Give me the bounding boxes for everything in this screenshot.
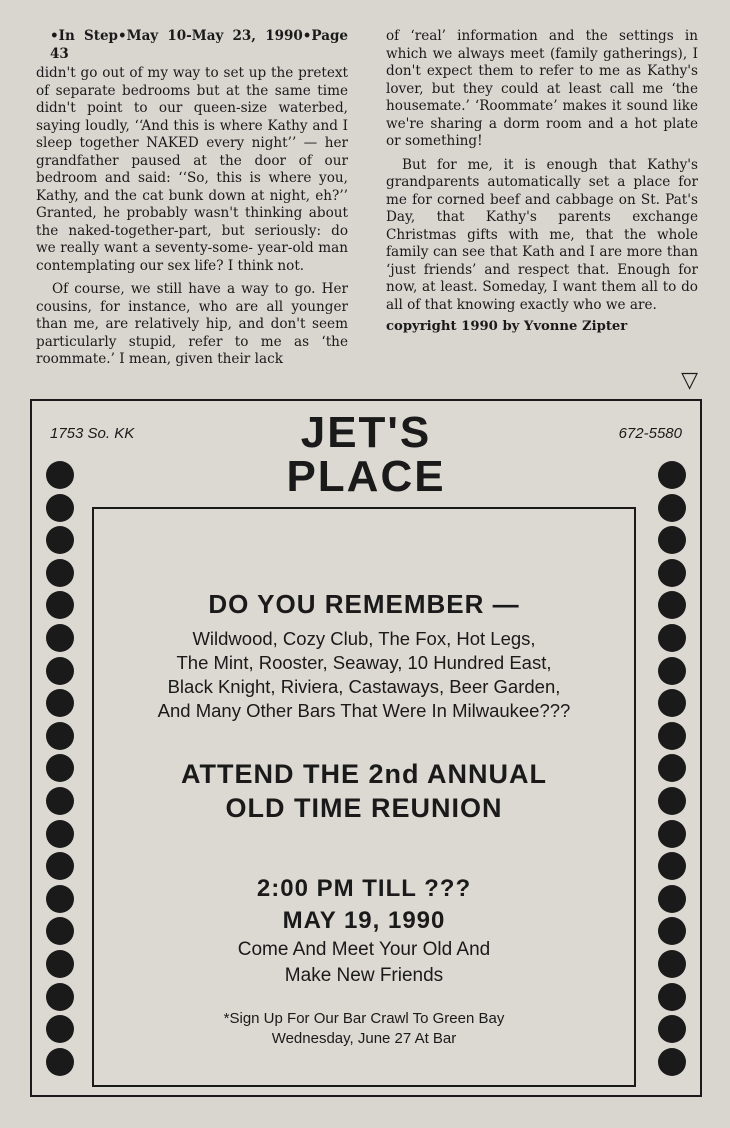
bar-list-line: The Mint, Rooster, Seaway, 10 Hundred East, <box>176 652 552 673</box>
ad-title-line: JET'S <box>300 408 432 457</box>
dot-icon <box>658 820 686 848</box>
film-strip-dots-left <box>46 461 74 1080</box>
dot-icon <box>658 983 686 1011</box>
dot-icon <box>46 917 74 945</box>
ad-inner-panel <box>92 507 636 1087</box>
dot-icon <box>46 689 74 717</box>
crawl-line: *Sign Up For Our Bar Crawl To Green Bay <box>223 1010 505 1027</box>
dot-icon <box>46 1015 74 1043</box>
dot-icon <box>658 591 686 619</box>
dot-icon <box>658 526 686 554</box>
dot-icon <box>658 494 686 522</box>
article-paragraph: didn't go out of my way to set up the pretext of separate bedrooms but at the same time didn't point to our queen-size waterbed, saying loudly, ‘‘And this is where Kathy and I sleep together NAKED every night’’ — her grandfather paused at the door of our bedroom and said: ‘‘So, this is where you, Kathy, and the cat bunk down at night, eh?’’ Granted, he probably wasn't thinking about the naked-together-part, but seriously: do we really want a seventy-some- year-old man contemplating our sex life? I think not. <box>36 65 348 274</box>
end-of-article-icon: ▽ <box>681 368 698 393</box>
film-strip-dots-right <box>658 461 686 1080</box>
dot-icon <box>46 885 74 913</box>
reunion-heading-line: ATTEND THE 2nd ANNUAL <box>181 759 547 789</box>
bar-list-line: And Many Other Bars That Were In Milwaukee??? <box>157 700 571 721</box>
event-time-date <box>94 873 634 937</box>
dot-icon <box>46 820 74 848</box>
event-date: MAY 19, 1990 <box>282 907 446 934</box>
article-right-column <box>386 28 698 394</box>
meet-line: Come And Meet Your Old And <box>237 939 491 960</box>
reunion-heading-line: OLD TIME REUNION <box>225 793 503 823</box>
dot-icon <box>46 526 74 554</box>
ad-title <box>32 408 700 501</box>
dot-icon <box>46 591 74 619</box>
dot-icon <box>46 950 74 978</box>
dot-icon <box>46 1048 74 1076</box>
dot-icon <box>658 624 686 652</box>
dot-icon <box>46 494 74 522</box>
ad-address: 1753 So. KK <box>50 425 135 442</box>
dot-icon <box>658 950 686 978</box>
ad-title-line: PLACE <box>286 452 446 501</box>
dot-icon <box>658 852 686 880</box>
crawl-line: Wednesday, June 27 At Bar <box>271 1030 457 1047</box>
dot-icon <box>658 722 686 750</box>
dot-icon <box>658 754 686 782</box>
article-left-column <box>36 28 348 375</box>
bar-crawl-note <box>94 1009 634 1049</box>
dot-icon <box>658 917 686 945</box>
article-paragraph: But for me, it is enough that Kathy's grandparents automatically set a place for me for corned beef and cabbage on St. Pat's Day, that Kathy's parents exchange Christmas gifts with me, that the whole family can see that Kath and I are more than ‘just friends’ and respect that. Enough for now, at least. Someday, I want them all to do all of that knowing exactly who we are. <box>386 156 698 313</box>
reunion-heading <box>94 757 634 825</box>
dot-icon <box>46 461 74 489</box>
page-header: •In Step•May 10-May 23, 1990•Page 43 <box>50 28 348 62</box>
dot-icon <box>46 754 74 782</box>
meet-line: Make New Friends <box>284 965 444 986</box>
event-time: 2:00 PM TILL ??? <box>256 875 472 902</box>
dot-icon <box>658 559 686 587</box>
bar-list-line: Black Knight, Riviera, Castaways, Beer Garden, <box>167 676 561 697</box>
copyright-line: copyright 1990 by Yvonne Zipter <box>386 319 628 334</box>
dot-icon <box>658 787 686 815</box>
meet-friends-text <box>94 937 634 989</box>
dot-icon <box>46 559 74 587</box>
article-paragraph: Of course, we still have a way to go. Her cousins, for instance, who are all younger than me, are relatively hip, and don't seem particularly stupid, refer to me as ‘the roommate.’ I mean, given their lack <box>36 281 348 367</box>
dot-icon <box>658 461 686 489</box>
dot-icon <box>46 722 74 750</box>
dot-icon <box>46 657 74 685</box>
ad-headline: DO YOU REMEMBER — <box>208 589 520 619</box>
article-paragraph: of ‘real’ information and the settings in which we always meet (family gatherings), I don't expect them to refer to me as Kathy's lover, but they could at least call me ‘the housemate.’ ‘Roommate’ makes it sound like we're sharing a dorm room and a hot plate or something! <box>386 28 698 149</box>
ad-phone: 672-5580 <box>618 425 682 442</box>
dot-icon <box>46 624 74 652</box>
dot-icon <box>658 885 686 913</box>
dot-icon <box>46 983 74 1011</box>
dot-icon <box>46 852 74 880</box>
dot-icon <box>658 657 686 685</box>
dot-icon <box>658 1015 686 1043</box>
jets-place-advertisement <box>30 399 702 1097</box>
dot-icon <box>46 787 74 815</box>
bar-list <box>94 627 634 723</box>
dot-icon <box>658 1048 686 1076</box>
dot-icon <box>658 689 686 717</box>
bar-list-line: Wildwood, Cozy Club, The Fox, Hot Legs, <box>192 628 536 649</box>
